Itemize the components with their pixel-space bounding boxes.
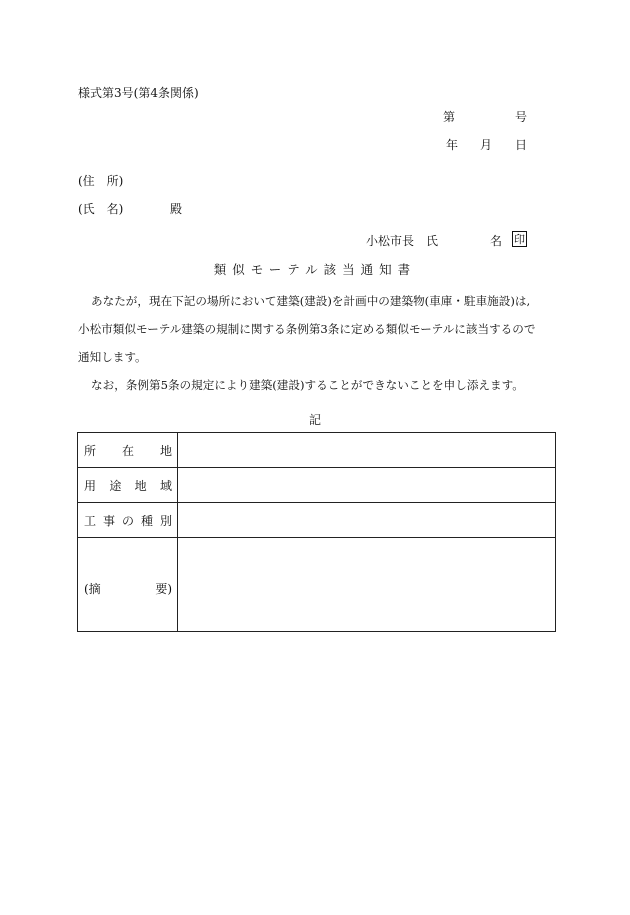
- document-title: 類似モーテル該当通知書: [213, 262, 417, 277]
- ki-heading: 記: [309, 413, 322, 427]
- date-month-label: 月: [480, 138, 493, 152]
- recipient-address-label: (住 所): [78, 174, 124, 188]
- recipient-name-label: (氏 名): [78, 202, 124, 216]
- label-zoning: 用 途 地 域: [78, 468, 178, 503]
- table-row-notes: [78, 538, 556, 632]
- value-zoning[interactable]: [178, 468, 556, 503]
- details-table: [77, 432, 556, 632]
- document-number-suffix: 号: [515, 110, 528, 124]
- body-line-2: 小松市類似モーテル建築の規制に関する条例第3条に定める類似モーテルに該当するので: [78, 322, 536, 336]
- table-row-location: [78, 433, 556, 468]
- recipient-honorific: 殿: [170, 202, 183, 216]
- sender-name-label: 名: [490, 234, 503, 248]
- table-row-work-type: [78, 503, 556, 538]
- value-notes[interactable]: [178, 538, 556, 632]
- date-day-label: 日: [515, 138, 528, 152]
- body-line-4: なお，条例第5条の規定により建築(建設)することができないことを申し添えます。: [91, 378, 524, 392]
- sender-title: 小松市長 氏: [366, 234, 439, 248]
- date-year-label: 年: [446, 138, 459, 152]
- document-number-label: 第: [443, 110, 456, 124]
- body-line-1: あなたが，現在下記の場所において建築(建設)を計画中の建築物(車庫・駐車施設)は,: [91, 294, 531, 308]
- form-id: 様式第3号(第4条関係): [78, 86, 199, 100]
- body-line-3: 通知します。: [78, 350, 147, 364]
- value-location[interactable]: [178, 433, 556, 468]
- value-work-type[interactable]: [178, 503, 556, 538]
- label-location: 所 在 地: [78, 433, 178, 468]
- label-work-type: 工 事 の 種 別: [78, 503, 178, 538]
- seal-stamp: 印: [514, 233, 525, 246]
- table-row-zoning: [78, 468, 556, 503]
- label-notes: (摘 要): [78, 538, 178, 632]
